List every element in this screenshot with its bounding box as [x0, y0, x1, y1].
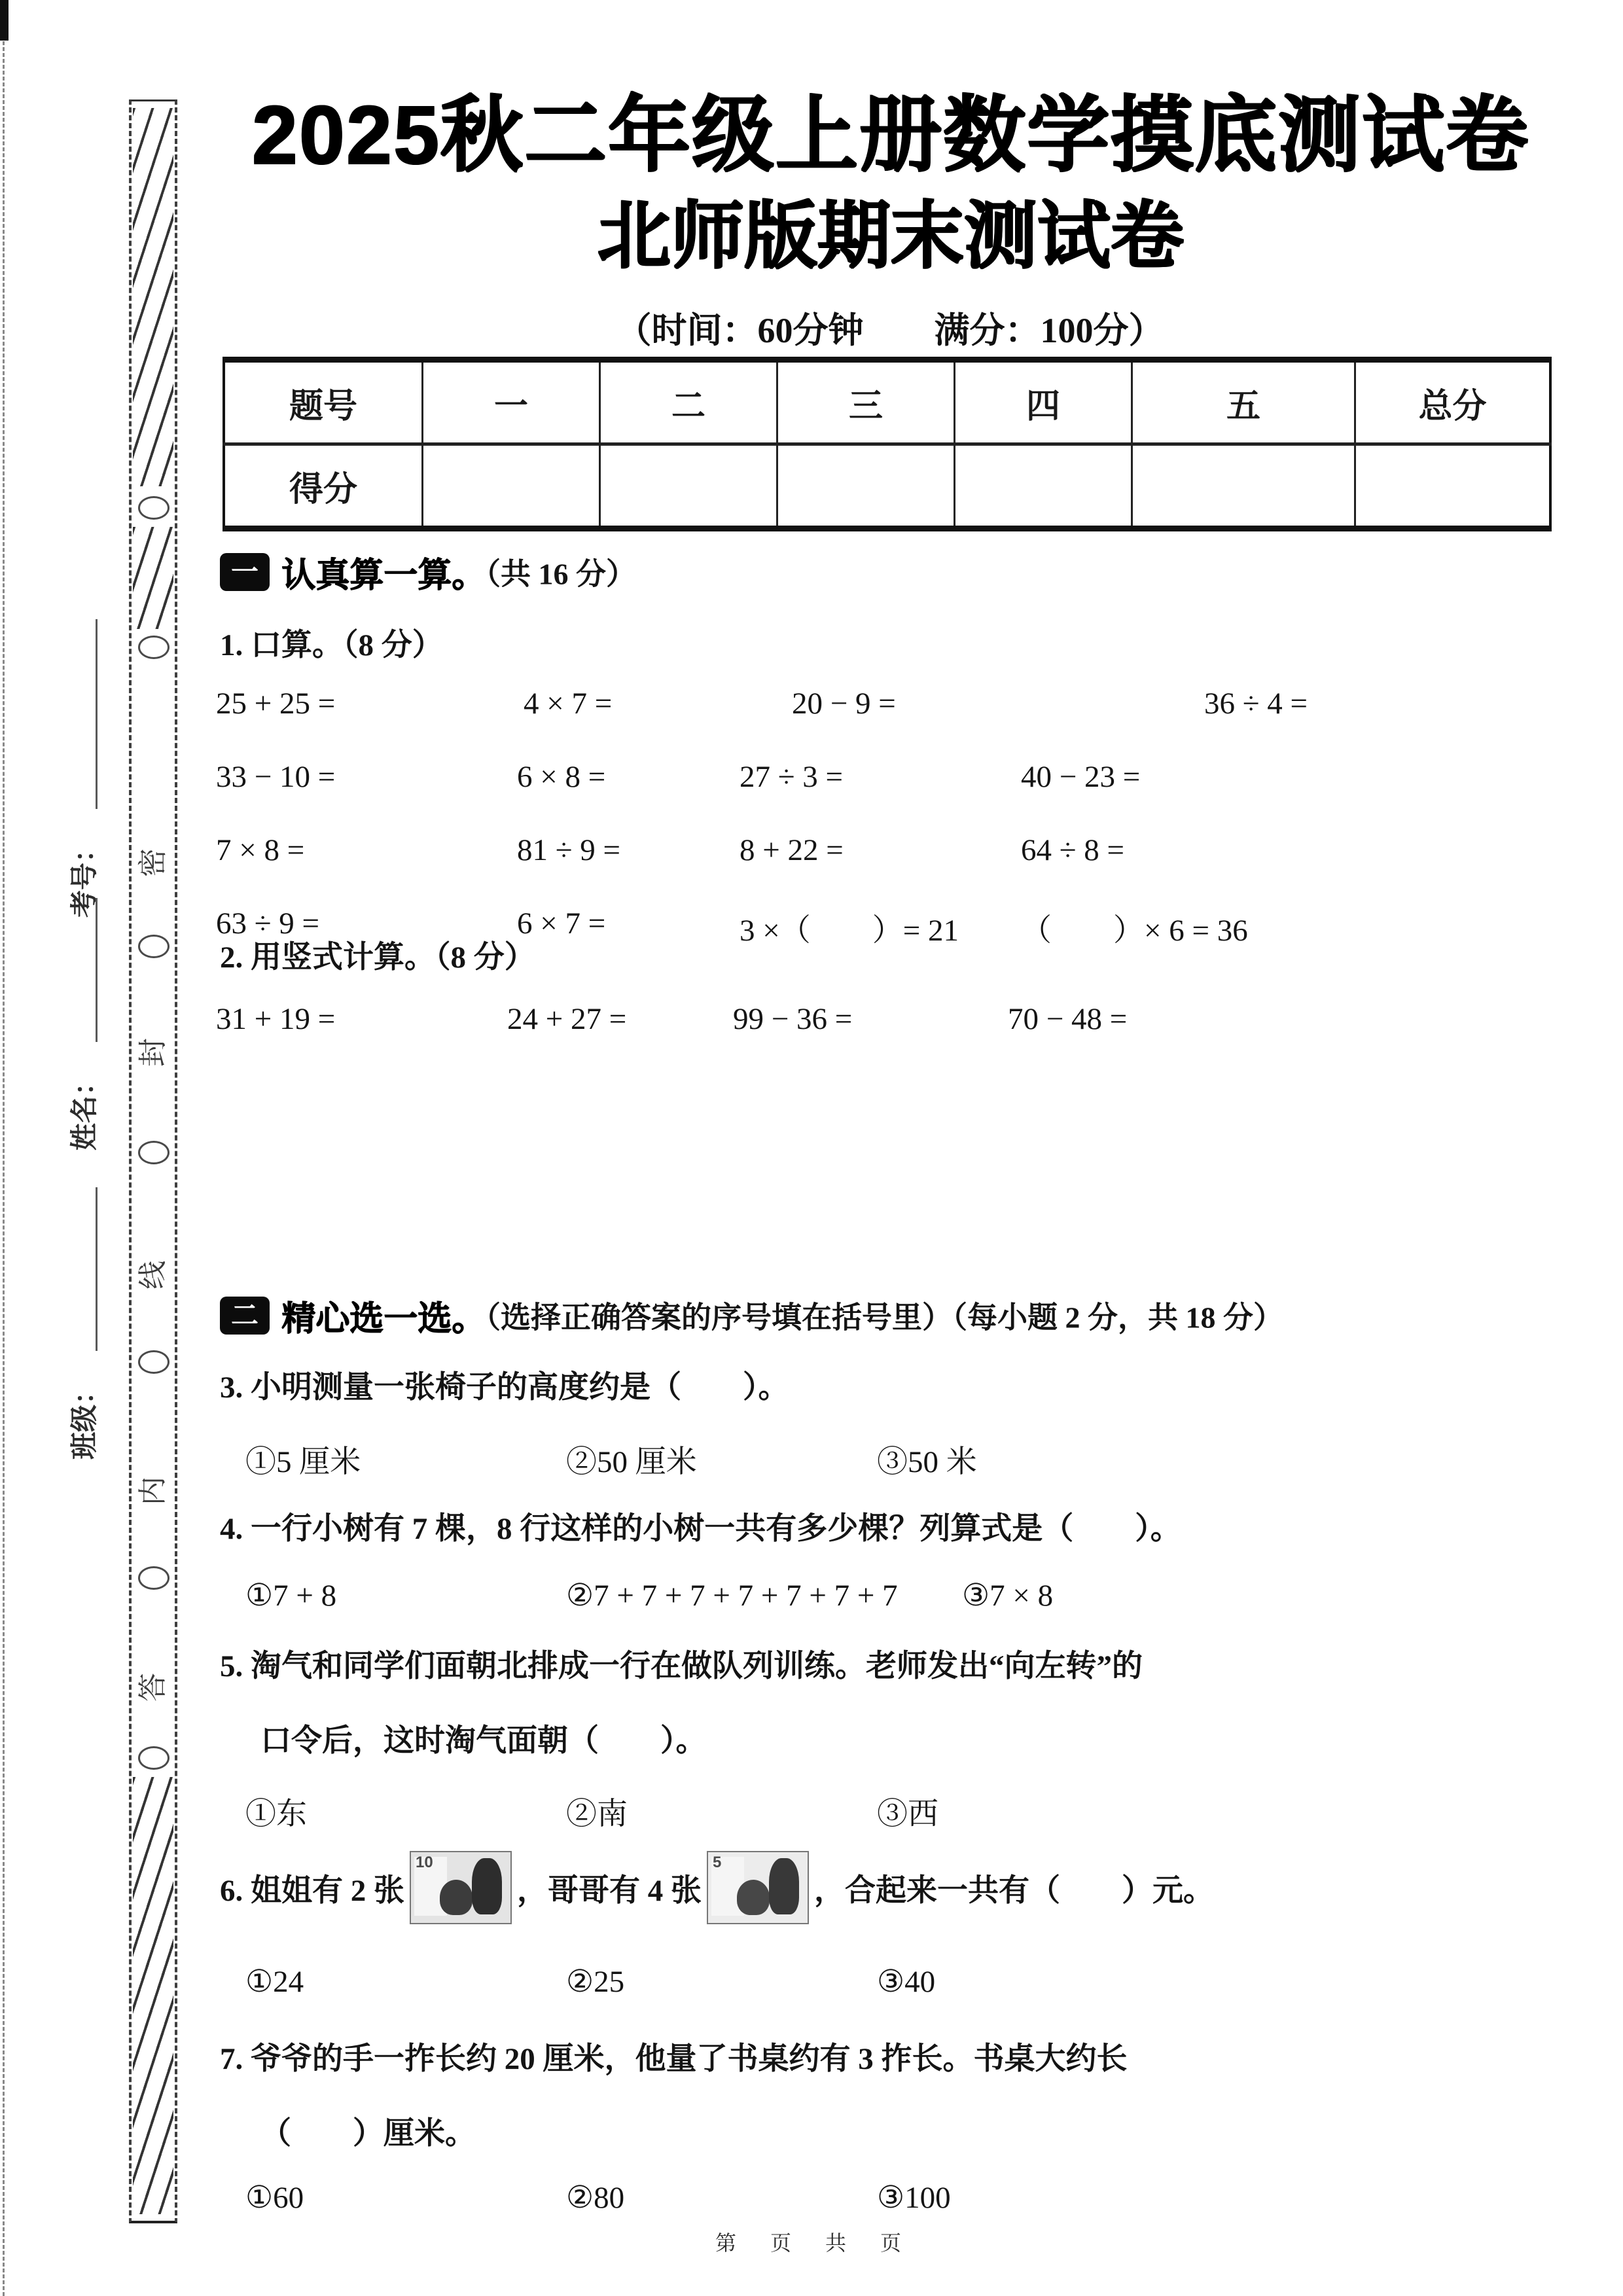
option-2: ②50 厘米: [566, 1445, 697, 1479]
option-3: ③100: [877, 2181, 951, 2215]
option-1: ①东: [245, 1797, 307, 1831]
oral-calc-item: 4 × 7 =: [524, 687, 613, 721]
score-table-cell: 三: [777, 360, 955, 444]
question2-label: 2. 用竖式计算。（8 分）: [220, 941, 535, 975]
question7-text-line2: （ ）厘米。: [260, 2117, 476, 2151]
section2-score-note: （选择正确答案的序号填在括号里）（每小题 2 分，共 18 分）: [486, 1300, 1284, 1335]
option-2: ②7 + 7 + 7 + 7 + 7 + 7 + 7: [566, 1579, 898, 1613]
exam-number-field: [63, 619, 102, 918]
question1-label: 1. 口算。（8 分）: [220, 628, 443, 662]
hatch-block: [133, 108, 173, 486]
option-2: ②南: [566, 1797, 628, 1831]
oral-calc-item: 81 ÷ 9 =: [517, 833, 621, 867]
banknote-flower-mark: [737, 1880, 770, 1915]
score-table-cell: 四: [955, 360, 1132, 444]
score-table-cell: 二: [600, 360, 777, 444]
score-table-cell: 五: [1132, 360, 1355, 444]
oral-calc-item: 6 × 8 =: [517, 760, 606, 794]
student-name-label: 姓名：: [70, 1067, 100, 1151]
banknote-flower-mark: [440, 1880, 473, 1915]
option-3: ③40: [877, 1965, 936, 1999]
seal-char: 封: [137, 1038, 169, 1067]
oral-calc-item: 20 − 9 =: [792, 687, 896, 721]
option-2: ②80: [566, 2181, 625, 2215]
page-subtitle-title: 北师版期末测试卷: [597, 194, 1183, 276]
oral-calc-item: 7 × 8 =: [216, 833, 305, 867]
time-score-note: （时间：60分钟 满分：100分）: [616, 311, 1164, 350]
seal-char: 线: [137, 1261, 169, 1289]
score-table-cell: 总分: [1355, 360, 1551, 444]
oral-calc-item: 27 ÷ 3 =: [740, 760, 844, 794]
banknote-denomination: 5: [713, 1854, 722, 1871]
oral-calc-item: 36 ÷ 4 =: [1204, 687, 1308, 721]
oral-calc-item: 6 × 7 =: [517, 906, 606, 941]
oral-calc-item: 33 − 10 =: [216, 760, 336, 794]
section1-number-badge: 一: [220, 553, 270, 591]
page-title: 2025秋二年级上册数学摸底测试卷: [251, 88, 1529, 181]
seal-circle: [138, 935, 169, 958]
seal-char: 密: [137, 848, 169, 877]
score-blank-cell: [423, 444, 600, 529]
question4-text: 4. 一行小树有 7 棵，8 行这样的小树一共有多少棵？列算式是（ ）。: [220, 1512, 1181, 1546]
option-1: ①60: [245, 2181, 304, 2215]
score-table-score-row: [224, 444, 1550, 529]
oral-calc-item: 63 ÷ 9 =: [216, 906, 320, 941]
seal-circle: [138, 496, 169, 520]
section2-heading: [220, 1291, 1283, 1340]
score-blank-cell: [1132, 444, 1355, 529]
vertical-calc-item: 99 − 36 =: [733, 1002, 853, 1036]
seal-circle: [138, 1746, 169, 1770]
seal-binding-strip: [129, 99, 177, 2223]
student-name-blank-line: [96, 898, 98, 1042]
seal-circle: [138, 1350, 169, 1374]
section1-title: 认真算一算。: [281, 556, 486, 594]
score-table-cell: 题号: [224, 360, 423, 444]
score-table-header-row: [224, 360, 1550, 444]
seal-circle: [138, 636, 169, 659]
option-1: ①5 厘米: [245, 1445, 361, 1479]
class-label: 班级：: [70, 1376, 100, 1460]
banknote-10-image: [410, 1851, 512, 1924]
option-1: ①24: [245, 1965, 304, 1999]
section2-number-badge: 二: [220, 1297, 270, 1335]
page-footer: 第 页 共 页: [715, 2231, 908, 2255]
question6-text-mid: ，哥哥有 4 张: [517, 1873, 702, 1908]
oral-calc-item: 8 + 22 =: [740, 833, 844, 867]
question6-text-post: ，合起来一共有（ ）元。: [814, 1873, 1214, 1908]
class-blank-line: [96, 1187, 98, 1351]
page-edge-artifact: [3, 0, 5, 2296]
score-table-cell: 得分: [224, 444, 423, 529]
oral-calc-item: 40 − 23 =: [1021, 760, 1141, 794]
vertical-calc-item: 31 + 19 =: [216, 1002, 336, 1036]
option-3: ③50 米: [877, 1445, 977, 1479]
question5-text-line2: 口令后，这时淘气面朝（ ）。: [260, 1724, 707, 1758]
question7-text-line1: 7. 爷爷的手一拃长约 20 厘米，他量了书桌约有 3 拃长。书桌大约长: [220, 2042, 1128, 2076]
exam-number-blank-line: [96, 619, 98, 809]
oral-calc-item: 3 ×（ ）= 21: [740, 914, 959, 948]
seal-circle: [138, 1141, 169, 1164]
corner-scan-mark: [0, 0, 9, 41]
banknote-portrait: [769, 1858, 799, 1914]
oral-calc-item: （ ）× 6 = 36: [1021, 914, 1248, 948]
question6-text: [220, 1851, 1214, 1924]
section1-score-note: （共 16 分）: [486, 557, 637, 591]
vertical-calc-item: 70 − 48 =: [1008, 1002, 1128, 1036]
score-blank-cell: [777, 444, 955, 529]
score-blank-cell: [600, 444, 777, 529]
banknote-5-image: [707, 1851, 809, 1924]
seal-circle: [138, 1566, 169, 1590]
banknote-denomination: 10: [416, 1854, 433, 1871]
question3-text: 3. 小明测量一张椅子的高度约是（ ）。: [220, 1371, 789, 1405]
oral-calc-item: 64 ÷ 8 =: [1021, 833, 1125, 867]
hatch-block: [133, 527, 173, 629]
oral-calc-item: 25 + 25 =: [216, 687, 336, 721]
hatch-block: [133, 1777, 173, 2214]
class-field: [63, 1187, 102, 1460]
seal-char: 答: [137, 1673, 169, 1702]
section2-title: 精心选一选。: [281, 1300, 486, 1338]
option-2: ②25: [566, 1965, 625, 1999]
option-3: ③7 × 8: [962, 1579, 1054, 1613]
option-1: ①7 + 8: [245, 1579, 337, 1613]
option-3: ③西: [877, 1797, 938, 1831]
banknote-portrait: [472, 1858, 502, 1914]
score-table-cell: 一: [423, 360, 600, 444]
score-blank-cell: [1355, 444, 1551, 529]
seal-char: 内: [137, 1477, 169, 1505]
student-name-field: [63, 898, 102, 1151]
score-table: [223, 357, 1552, 531]
score-blank-cell: [955, 444, 1132, 529]
question6-text-pre: 6. 姐姐有 2 张: [220, 1873, 404, 1908]
question5-text-line1: 5. 淘气和同学们面朝北排成一行在做队列训练。老师发出“向左转”的: [220, 1649, 1143, 1683]
vertical-calc-item: 24 + 27 =: [507, 1002, 627, 1036]
section1-heading: [220, 547, 636, 596]
exam-number-label: 考号：: [70, 834, 100, 918]
